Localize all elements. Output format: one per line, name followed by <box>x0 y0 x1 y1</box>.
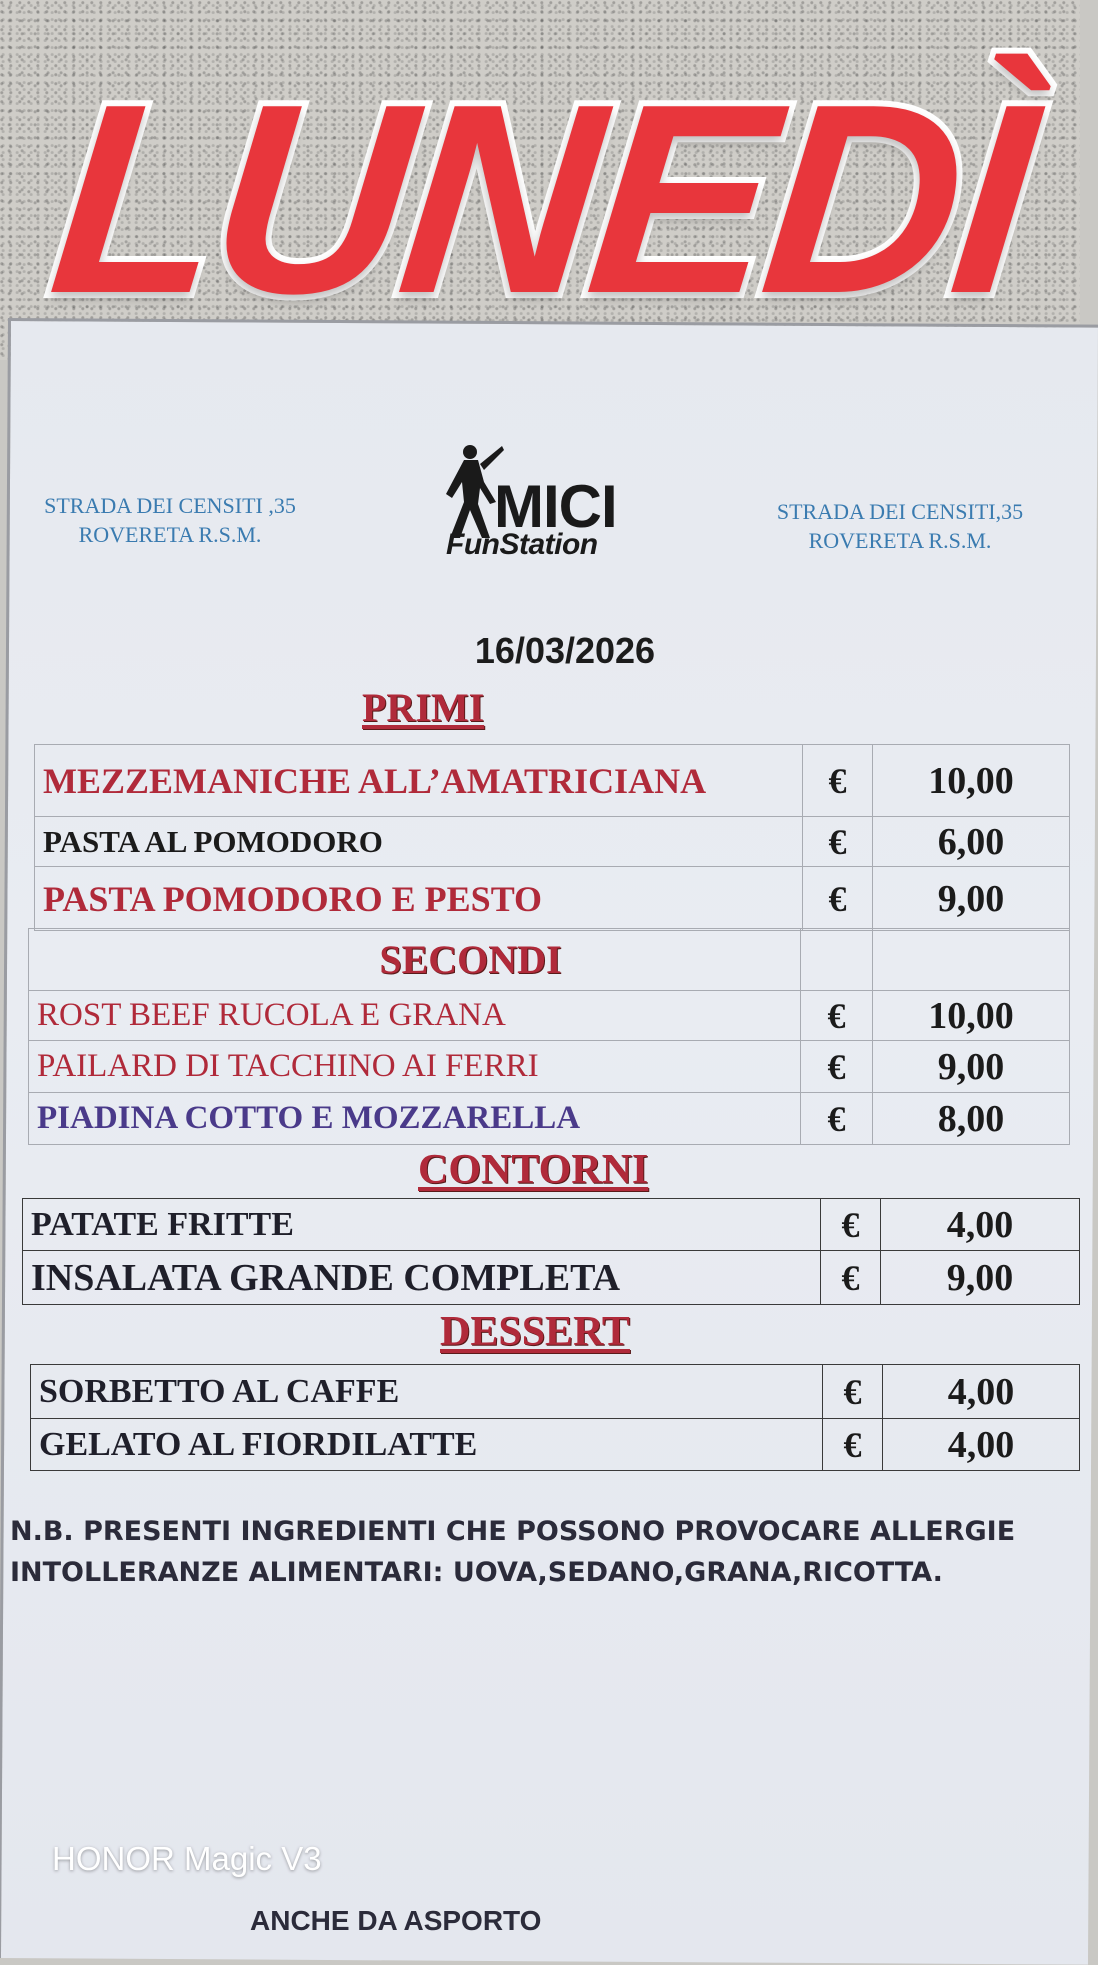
dish-price: 9,00 <box>873 867 1070 931</box>
dish-name: MEZZEMANICHE ALL’AMATRICIANA <box>35 745 803 817</box>
currency-symbol: € <box>801 991 873 1041</box>
address-right-line2: ROVERETA R.S.M. <box>808 527 992 553</box>
dish-price: 9,00 <box>881 1251 1080 1305</box>
table-row <box>29 991 1070 1041</box>
allergy-note-line2: INTOLLERANZE ALIMENTARI: UOVA,SEDANO,GRANA,RICOTTA. <box>10 1556 943 1588</box>
camera-watermark: HONOR Magic V3 <box>52 1840 322 1877</box>
secondi-table <box>28 928 1070 1145</box>
day-banner <box>0 40 1090 360</box>
dish-name: SORBETTO AL CAFFE <box>31 1365 823 1419</box>
address-left-line2: ROVERETA R.S.M. <box>78 521 262 547</box>
allergy-note-line1: N.B. PRESENTI INGREDIENTI CHE POSSONO PROVOCARE ALLERGIE <box>10 1516 1016 1547</box>
dish-price: 4,00 <box>883 1419 1080 1471</box>
dessert-table <box>30 1364 1080 1471</box>
currency-symbol: € <box>803 745 873 817</box>
empty-cell <box>801 929 873 991</box>
contorni-table <box>22 1198 1080 1305</box>
table-row <box>29 1093 1070 1145</box>
currency-symbol: € <box>801 1093 873 1145</box>
currency-symbol: € <box>821 1199 881 1251</box>
section-title-contorni: CONTORNI <box>418 1147 649 1193</box>
dish-price: 8,00 <box>873 1093 1070 1145</box>
dish-price: 9,00 <box>873 1041 1070 1093</box>
address-right <box>760 498 1040 555</box>
table-row <box>31 1365 1080 1419</box>
primi-table <box>34 744 1070 931</box>
currency-symbol: € <box>823 1365 883 1419</box>
logo <box>440 442 660 572</box>
menu-date: 16/03/2026 <box>474 630 656 671</box>
day-banner-text: LUNEDÌ <box>39 49 1041 350</box>
dish-name: ROST BEEF RUCOLA E GRANA <box>29 991 801 1041</box>
address-left-line1: STRADA DEI CENSITI ,35 <box>44 493 296 518</box>
currency-symbol: € <box>801 1041 873 1093</box>
bottom-cut-text: ANCHE DA ASPORTO <box>250 1905 542 1936</box>
table-row <box>23 1199 1080 1251</box>
currency-symbol: € <box>803 867 873 931</box>
dish-name: PIADINA COTTO E MOZZARELLA <box>29 1093 801 1145</box>
dish-name: PATATE FRITTE <box>23 1199 821 1251</box>
table-row <box>35 867 1070 931</box>
currency-symbol: € <box>803 817 873 867</box>
logo-sub-text: FunStation <box>446 528 598 561</box>
address-right-line1: STRADA DEI CENSITI,35 <box>776 499 1024 524</box>
dish-price: 6,00 <box>873 817 1070 867</box>
table-row <box>29 929 1070 991</box>
dish-price: 4,00 <box>883 1365 1080 1419</box>
table-row <box>35 745 1070 817</box>
dish-price: 4,00 <box>881 1199 1080 1251</box>
logo-main-text: MICI <box>494 473 617 540</box>
dish-price: 10,00 <box>873 991 1070 1041</box>
table-row <box>23 1251 1080 1305</box>
section-title-secondi: SECONDI <box>379 937 562 982</box>
section-title-cell <box>29 929 801 991</box>
dish-price: 10,00 <box>873 745 1070 817</box>
currency-symbol: € <box>823 1419 883 1471</box>
address-left <box>30 492 310 549</box>
dish-name: INSALATA GRANDE COMPLETA <box>23 1251 821 1305</box>
dish-name: GELATO AL FIORDILATTE <box>31 1419 823 1471</box>
table-row <box>35 817 1070 867</box>
currency-symbol: € <box>821 1251 881 1305</box>
dish-name: PASTA POMODORO E PESTO <box>35 867 803 931</box>
table-row <box>29 1041 1070 1093</box>
table-row <box>31 1419 1080 1471</box>
section-title-dessert: DESSERT <box>440 1309 630 1355</box>
empty-cell <box>873 929 1070 991</box>
allergy-note <box>10 1512 1080 1593</box>
dish-name: PASTA AL POMODORO <box>35 817 803 867</box>
section-title-primi: PRIMI <box>362 685 485 730</box>
dish-name: PAILARD DI TACCHINO AI FERRI <box>29 1041 801 1093</box>
